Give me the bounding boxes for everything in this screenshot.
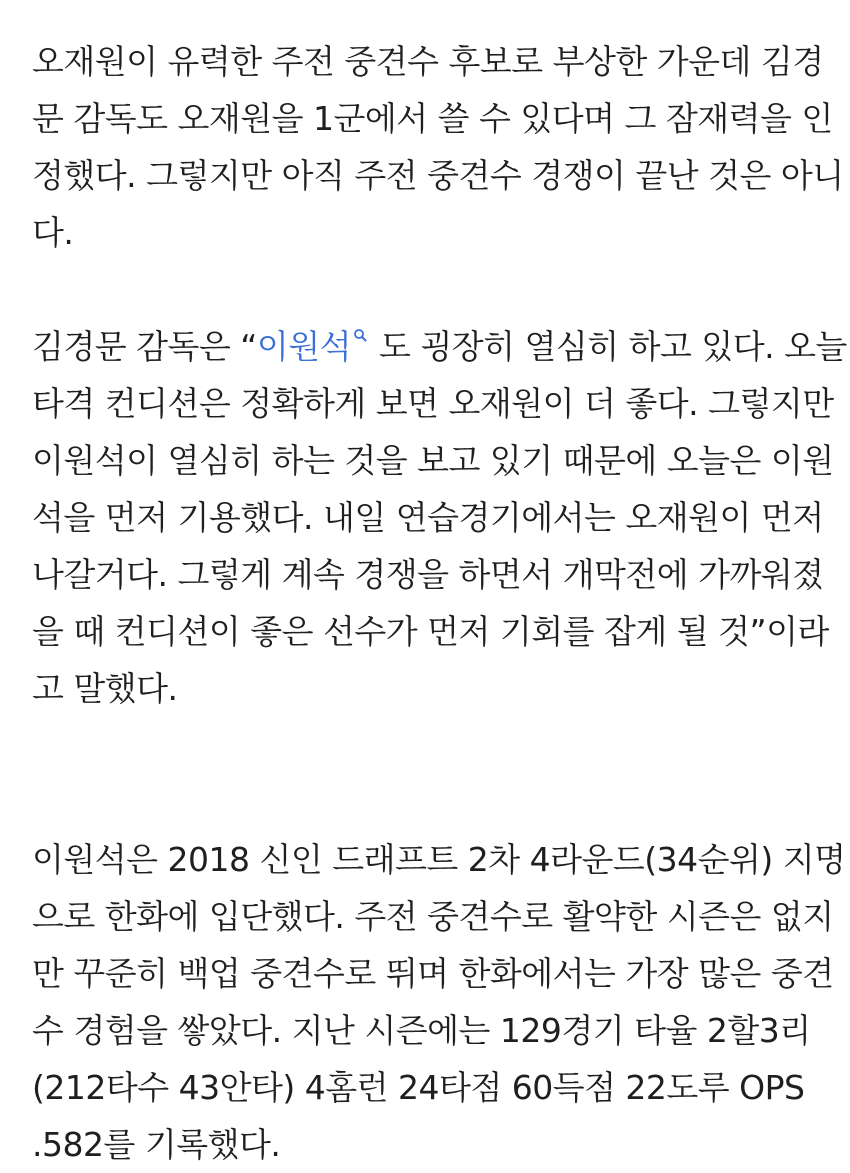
text-line: 나갈거다. 그렇게 계속 경쟁을 하면서 개막전에 가까워졌 [32, 555, 824, 594]
text-line: 으로 한화에 입단했다. 주전 중견수로 활약한 시즌은 없지 [32, 897, 834, 936]
text-line [32, 717, 832, 774]
paragraph-2 [32, 318, 847, 774]
text-line: 오재원이 유력한 주전 중견수 후보로 부상한 가운데 김경 [32, 42, 824, 81]
text-line: 수 경험을 쌓았다. 지난 시즌에는 129경기 타율 2할3리 [32, 1011, 811, 1050]
text-line: 다. [32, 213, 74, 252]
person-link-label: 이원석 [256, 327, 351, 366]
paragraph-1 [32, 33, 844, 261]
text-line: 고 말했다. [32, 669, 178, 708]
text-line: (212타수 43안타) 4홈런 24타점 60득점 22도루 OPS [32, 1068, 805, 1107]
text-line: 석을 먼저 기용했다. 내일 연습경기에서는 오재원이 먼저 [32, 498, 824, 537]
text-line: 이원석은 2018 신인 드래프트 2차 4라운드(34순위) 지명 [32, 840, 846, 879]
search-icon[interactable] [353, 330, 369, 346]
paragraph-3 [32, 831, 846, 1173]
paragraph-spacer [32, 261, 832, 318]
quote-prefix: 김경문 감독은 “ [32, 327, 257, 366]
person-link-lee-wonseok[interactable] [257, 327, 379, 366]
text-line: 이원석이 열심히 하는 것을 보고 있기 때문에 오늘은 이원 [32, 441, 834, 480]
text-line [32, 318, 847, 375]
text-line: 타격 컨디션은 정확하게 보면 오재원이 더 좋다. 그렇지만 [32, 384, 834, 423]
text-line: 만 꾸준히 백업 중견수로 뛰며 한화에서는 가장 많은 중견 [32, 954, 834, 993]
text-line: 문 감독도 오재원을 1군에서 쓸 수 있다며 그 잠재력을 인 [32, 99, 833, 138]
quote-text: 도 굉장히 열심히 하고 있다. 오늘 [378, 327, 847, 366]
text-line: 을 때 컨디션이 좋은 선수가 먼저 기회를 잡게 될 것”이라 [32, 612, 829, 651]
paragraph-spacer [32, 774, 832, 831]
text-line: 정했다. 그렇지만 아직 주전 중견수 경쟁이 끝난 것은 아니 [32, 156, 844, 195]
article-body [32, 33, 847, 1173]
text-line: .582를 기록했다. [32, 1125, 281, 1164]
